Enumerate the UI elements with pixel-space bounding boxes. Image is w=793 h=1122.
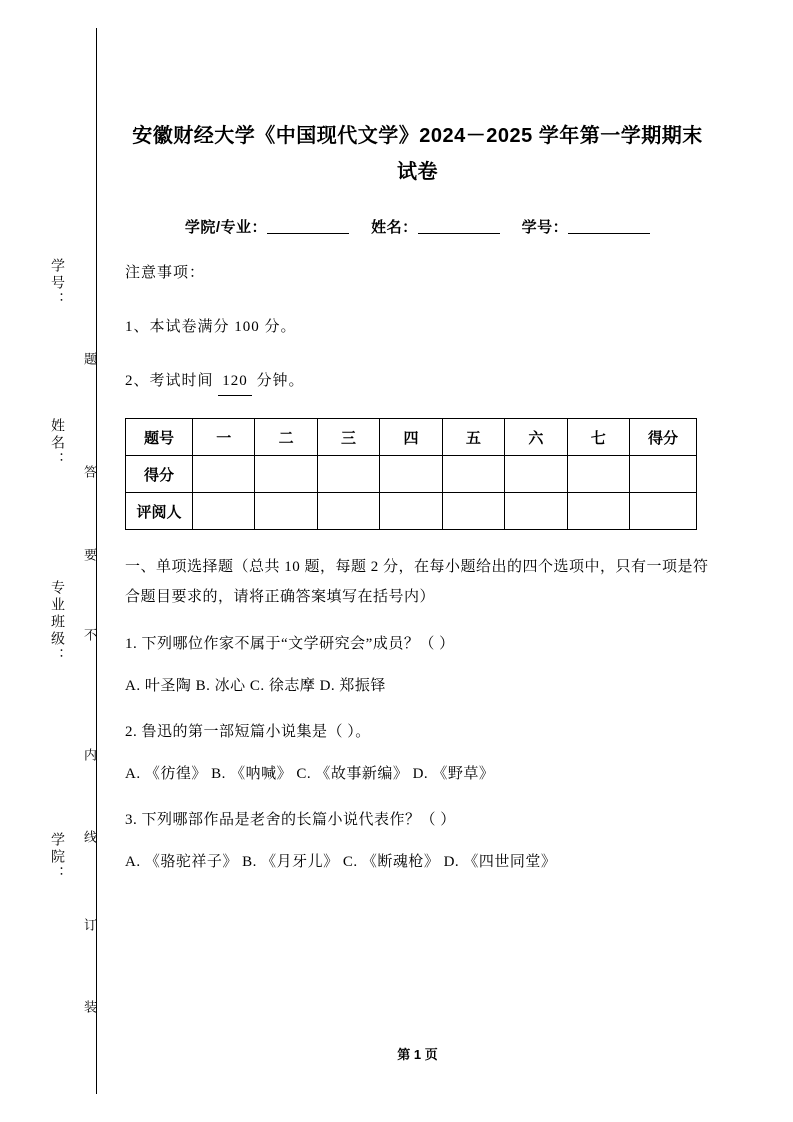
score-cell-r1c8[interactable]: [630, 456, 697, 493]
score-cell-r1c7[interactable]: [567, 456, 629, 493]
score-cell-r0c6: 六: [505, 419, 567, 456]
score-cell-r2c3[interactable]: [317, 493, 379, 530]
field-label-name: 姓名：: [371, 219, 418, 236]
question-3-options: A. 《骆驼祥子》 B. 《月牙儿》 C. 《断魂枪》 D. 《四世同堂》: [125, 854, 557, 870]
seal-char-yao: 要: [82, 548, 97, 564]
score-cell-r2c5[interactable]: [442, 493, 504, 530]
student-info-line: [125, 216, 710, 237]
score-cell-r1c0: 得分: [126, 456, 193, 493]
score-cell-r1c4[interactable]: [380, 456, 442, 493]
notice-item-2-prefix: 2、考试时间: [125, 373, 219, 389]
score-cell-r1c3[interactable]: [317, 456, 379, 493]
question-2-stem: 2. 鲁迅的第一部短篇小说集是（ ）。: [125, 724, 371, 740]
seal-label-college: 学院：: [49, 832, 64, 883]
page-footer: 第 1 页: [397, 1047, 438, 1062]
field-label-student-id: 学号：: [521, 219, 569, 236]
seal-char-zhuang: 装: [82, 1000, 97, 1016]
section-heading: 一、单项选择题（总共 10 题，每题 2 分，在每小题给出的四个选项中，只有一项是符合题目要求的，请将正确答案填写在括号内）: [125, 559, 709, 605]
seal-label-class: 专业班级：: [49, 580, 64, 665]
score-cell-r2c4[interactable]: [380, 493, 442, 530]
seal-char-bu: 不: [82, 628, 97, 644]
seal-char-ding: 订: [82, 918, 97, 934]
field-label-college-major: 学院/专业：: [184, 219, 268, 236]
score-cell-r0c5: 五: [442, 419, 504, 456]
score-cell-r0c2: 二: [255, 419, 317, 456]
notice-item-1-suffix: 分。: [259, 319, 297, 335]
notice-item-2-value: 120: [218, 367, 252, 396]
notice-item-2-suffix: 分钟。: [251, 373, 305, 389]
table-row: [126, 419, 697, 456]
field-blank-student-id[interactable]: [568, 219, 650, 234]
seal-char-xian: 线: [82, 830, 97, 846]
score-cell-r2c8[interactable]: [630, 493, 697, 530]
score-cell-r1c2[interactable]: [255, 456, 317, 493]
question-1-stem: 1. 下列哪位作家不属于“文学研究会”成员？（ ）: [125, 636, 455, 652]
score-cell-r1c6[interactable]: [505, 456, 567, 493]
seal-label-student-id: 学号：: [49, 258, 64, 309]
score-cell-r0c7: 七: [567, 419, 629, 456]
field-blank-name[interactable]: [418, 219, 500, 234]
seal-right-column: [70, 0, 110, 1122]
score-table: [125, 418, 697, 530]
seal-char-da: 答: [82, 465, 97, 481]
notice-item-1-value: 100: [234, 319, 260, 335]
score-cell-r1c1[interactable]: [193, 456, 255, 493]
question-1-options: A. 叶圣陶 B. 冰心 C. 徐志摩 D. 郑振铎: [125, 678, 386, 694]
table-row: [126, 493, 697, 530]
score-cell-r0c8: 得分: [630, 419, 697, 456]
page-title: 安徽财经大学《中国现代文学》2024－2025 学年第一学期期末试卷: [132, 125, 703, 183]
score-cell-r0c0: 题号: [126, 419, 193, 456]
table-row: [126, 456, 697, 493]
notice-item-1-prefix: 1、本试卷满分: [125, 319, 235, 335]
score-cell-r2c0: 评阅人: [126, 493, 193, 530]
score-cell-r0c1: 一: [193, 419, 255, 456]
field-blank-college-major[interactable]: [267, 219, 349, 234]
notice-heading: 注意事项：: [125, 265, 206, 281]
score-cell-r2c2[interactable]: [255, 493, 317, 530]
score-cell-r0c4: 四: [380, 419, 442, 456]
score-cell-r1c5[interactable]: [442, 456, 504, 493]
score-cell-r2c6[interactable]: [505, 493, 567, 530]
question-3-stem: 3. 下列哪部作品是老舍的长篇小说代表作？（ ）: [125, 812, 456, 828]
score-cell-r0c3: 三: [317, 419, 379, 456]
score-cell-r2c1[interactable]: [193, 493, 255, 530]
notice-item-2: [125, 367, 710, 396]
question-2-options: A. 《彷徨》 B. 《呐喊》 C. 《故事新编》 D. 《野草》: [125, 766, 495, 782]
seal-char-nei: 内: [82, 748, 97, 764]
score-cell-r2c7[interactable]: [567, 493, 629, 530]
seal-label-name: 姓名：: [49, 418, 64, 469]
seal-char-ti: 题: [82, 352, 97, 368]
exam-paper-body: [125, 0, 710, 1122]
notice-item-1: [125, 313, 710, 341]
